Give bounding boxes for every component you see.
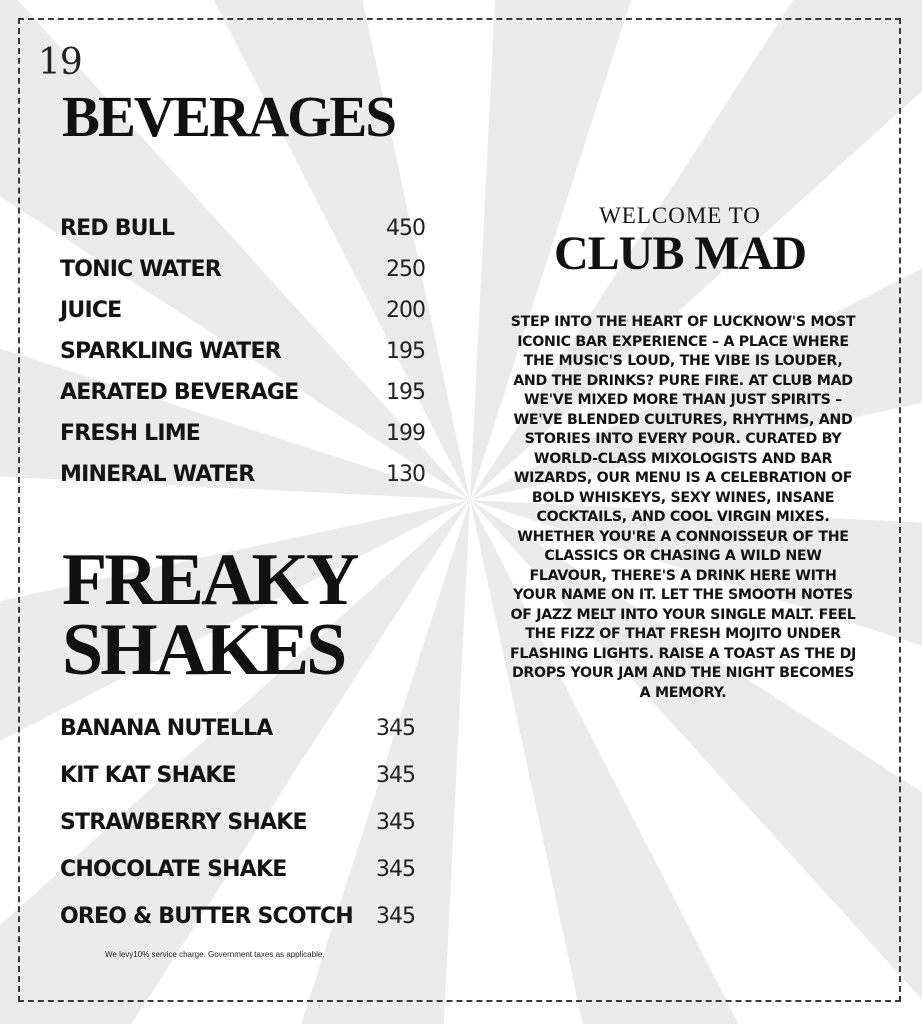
menu-item (60, 255, 425, 296)
menu-item (60, 855, 415, 902)
shakes-list (60, 714, 415, 949)
item-name: SPARKLING WATER (60, 339, 281, 364)
item-name: FRESH LIME (60, 421, 201, 446)
menu-item (60, 419, 425, 460)
club-name-heading: CLUB MAD (554, 227, 806, 280)
item-name: OREO & BUTTER SCOTCH (60, 904, 353, 929)
item-price: 250 (386, 257, 425, 282)
page-number: 19 (38, 42, 82, 83)
menu-item (60, 714, 415, 761)
welcome-label: WELCOME TO (599, 203, 761, 228)
item-name: JUICE (60, 298, 122, 323)
item-name: AERATED BEVERAGE (60, 380, 299, 405)
menu-item (60, 214, 425, 255)
beverages-list (60, 214, 425, 501)
menu-item (60, 460, 425, 501)
item-price: 199 (386, 421, 425, 446)
menu-item (60, 808, 415, 855)
heading-line: SHAKES (62, 609, 345, 691)
item-name: RED BULL (60, 216, 175, 241)
intro-paragraph: STEP INTO THE HEART OF LUCKNOW'S MOST ICONIC BAR EXPERIENCE – A PLACE WHERE THE MUSIC'S LOUD, THE VIBE IS LOUDER, AND THE DRINKS? PURE FIRE. AT CLUB MAD WE'VE MIXED MORE THAN JUST SPIRITS – WE'VE BLENDED CULTURES, RHYTHMS, AND STORIES INTO EVERY POUR. CURATED BY WORLD-CLASS MIXOLOGISTS AND BAR WIZARDS, OUR MENU IS A CELEBRATION OF BOLD WHISKEYS, SEXY WINES, INSANE COCKTAILS, AND COOL VIRGIN MIXES. WHETHER YOU'RE A CONNOISSEUR OF THE CLASSICS OR CHASING A WILD NEW FLAVOUR, THERE'S A DRINK HERE WITH YOUR NAME ON IT. LET THE SMOOTH NOTES OF JAZZ MELT INTO YOUR SINGLE MALT. FEEL THE FIZZ OF THAT FRESH MOJITO UNDER FLASHING LIGHTS. RAISE A TOAST AS THE DJ DROPS YOUR JAM AND THE NIGHT BECOMES A MEMORY. (509, 314, 857, 701)
item-price: 345 (376, 716, 415, 741)
item-name: TONIC WATER (60, 257, 221, 282)
menu-item (60, 337, 425, 378)
item-name: KIT KAT SHAKE (60, 763, 236, 788)
item-price: 345 (376, 857, 415, 882)
item-name: MINERAL WATER (60, 462, 255, 487)
beverages-heading: BEVERAGES (62, 84, 395, 149)
item-price: 195 (386, 380, 425, 405)
menu-item (60, 761, 415, 808)
menu-item (60, 902, 415, 949)
item-price: 345 (376, 904, 415, 929)
item-price: 345 (376, 763, 415, 788)
heading-line: FREAKY (62, 539, 357, 621)
item-price: 195 (386, 339, 425, 364)
item-price: 130 (386, 462, 425, 487)
item-name: BANANA NUTELLA (60, 716, 273, 741)
menu-item (60, 296, 425, 337)
item-price: 200 (386, 298, 425, 323)
item-price: 450 (386, 216, 425, 241)
item-name: CHOCOLATE SHAKE (60, 857, 287, 882)
freaky-shakes-heading (62, 539, 357, 691)
menu-item (60, 378, 425, 419)
item-price: 345 (376, 810, 415, 835)
item-name: STRAWBERRY SHAKE (60, 810, 307, 835)
service-charge-note: We levy10% service charge. Government taxes as applicable. (105, 950, 325, 959)
